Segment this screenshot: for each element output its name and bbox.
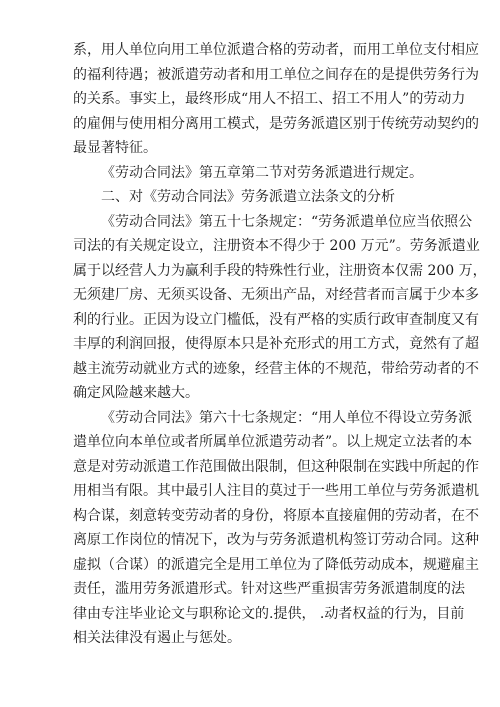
text-line: 属于以经营人力为赢利手段的特殊性行业，注册资本仅需 200 万， [73, 262, 487, 279]
text-line: 利的行业。正因为设立门槛低，没有严格的实质行政审查制度又有 [73, 311, 479, 328]
text-line: 离原工作岗位的情况下，改为与劳务派遣机构签订劳动合同。这种 [73, 532, 479, 548]
text-line: 司法的有关规定设立，注册资本不得少于 200 万元”。劳务派遣业 [73, 238, 480, 254]
text-line: 越主流劳动就业方式的迹象，经营主体的不规范，带给劳动者的不 [73, 360, 479, 377]
text-line: 责任，滥用劳务派遣形式。针对这些严重损害劳务派遣制度的法 [73, 581, 465, 597]
text-line: 相关法律没有遏止与惩处。 [73, 630, 241, 646]
text-line: 《劳动合同法》第六十七条规定：“用人单位不得设立劳务派 [101, 409, 473, 426]
text-line: 《劳动合同法》第五章第二节对劳务派遣进行规定。 [101, 164, 423, 181]
text-line: 的雇佣与使用相分离用工模式，是劳务派遣区别于传统劳动契约的 [73, 115, 479, 132]
text-line: 的福利待遇；被派遣劳动者和用工单位之间存在的是提供劳务行为 [73, 66, 479, 83]
text-line: 意是对劳动派遣工作范围做出限制，但这种限制在实践中所起的作 [73, 458, 479, 475]
text-line: 虚拟（合谋）的派遣完全是用工单位为了降低劳动成本，规避雇主 [73, 556, 479, 573]
document-body [73, 38, 487, 651]
text-line: 的关系。事实上，最终形成“用人不招工、招工不用人”的劳动力 [73, 91, 466, 107]
text-line: 律由专注毕业论文与职称论文的.提供， .动者权益的行为，目前 [73, 605, 465, 622]
text-line: 用相当有限。其中最引人注目的莫过于一些用工单位与劳务派遣机 [73, 483, 479, 499]
text-line: 丰厚的利润回报，使得原本只是补充形式的用工方式，竟然有了超 [73, 336, 479, 352]
text-line: 最显著特征。 [73, 140, 157, 156]
text-line: 遣单位向本单位或者所属单位派遣劳动者”。以上规定立法者的本 [73, 434, 473, 450]
text-line: 无须建厂房、无须买设备、无须出产品，对经营者而言属于少本多 [73, 287, 479, 303]
text-line: 构合谋，刻意转变劳动者的身份，将原本直接雇佣的劳动者，在不 [73, 507, 479, 524]
text-line: 系，用人单位向用工单位派遣合格的劳动者，而用工单位支付相应 [73, 42, 479, 58]
text-line: 《劳动合同法》第五十七条规定：“劳务派遣单位应当依照公 [101, 213, 473, 230]
text-line: 确定风险越来越大。 [73, 385, 199, 401]
text-line: 二、对《劳动合同法》劳务派遣立法条文的分析 [101, 189, 395, 205]
